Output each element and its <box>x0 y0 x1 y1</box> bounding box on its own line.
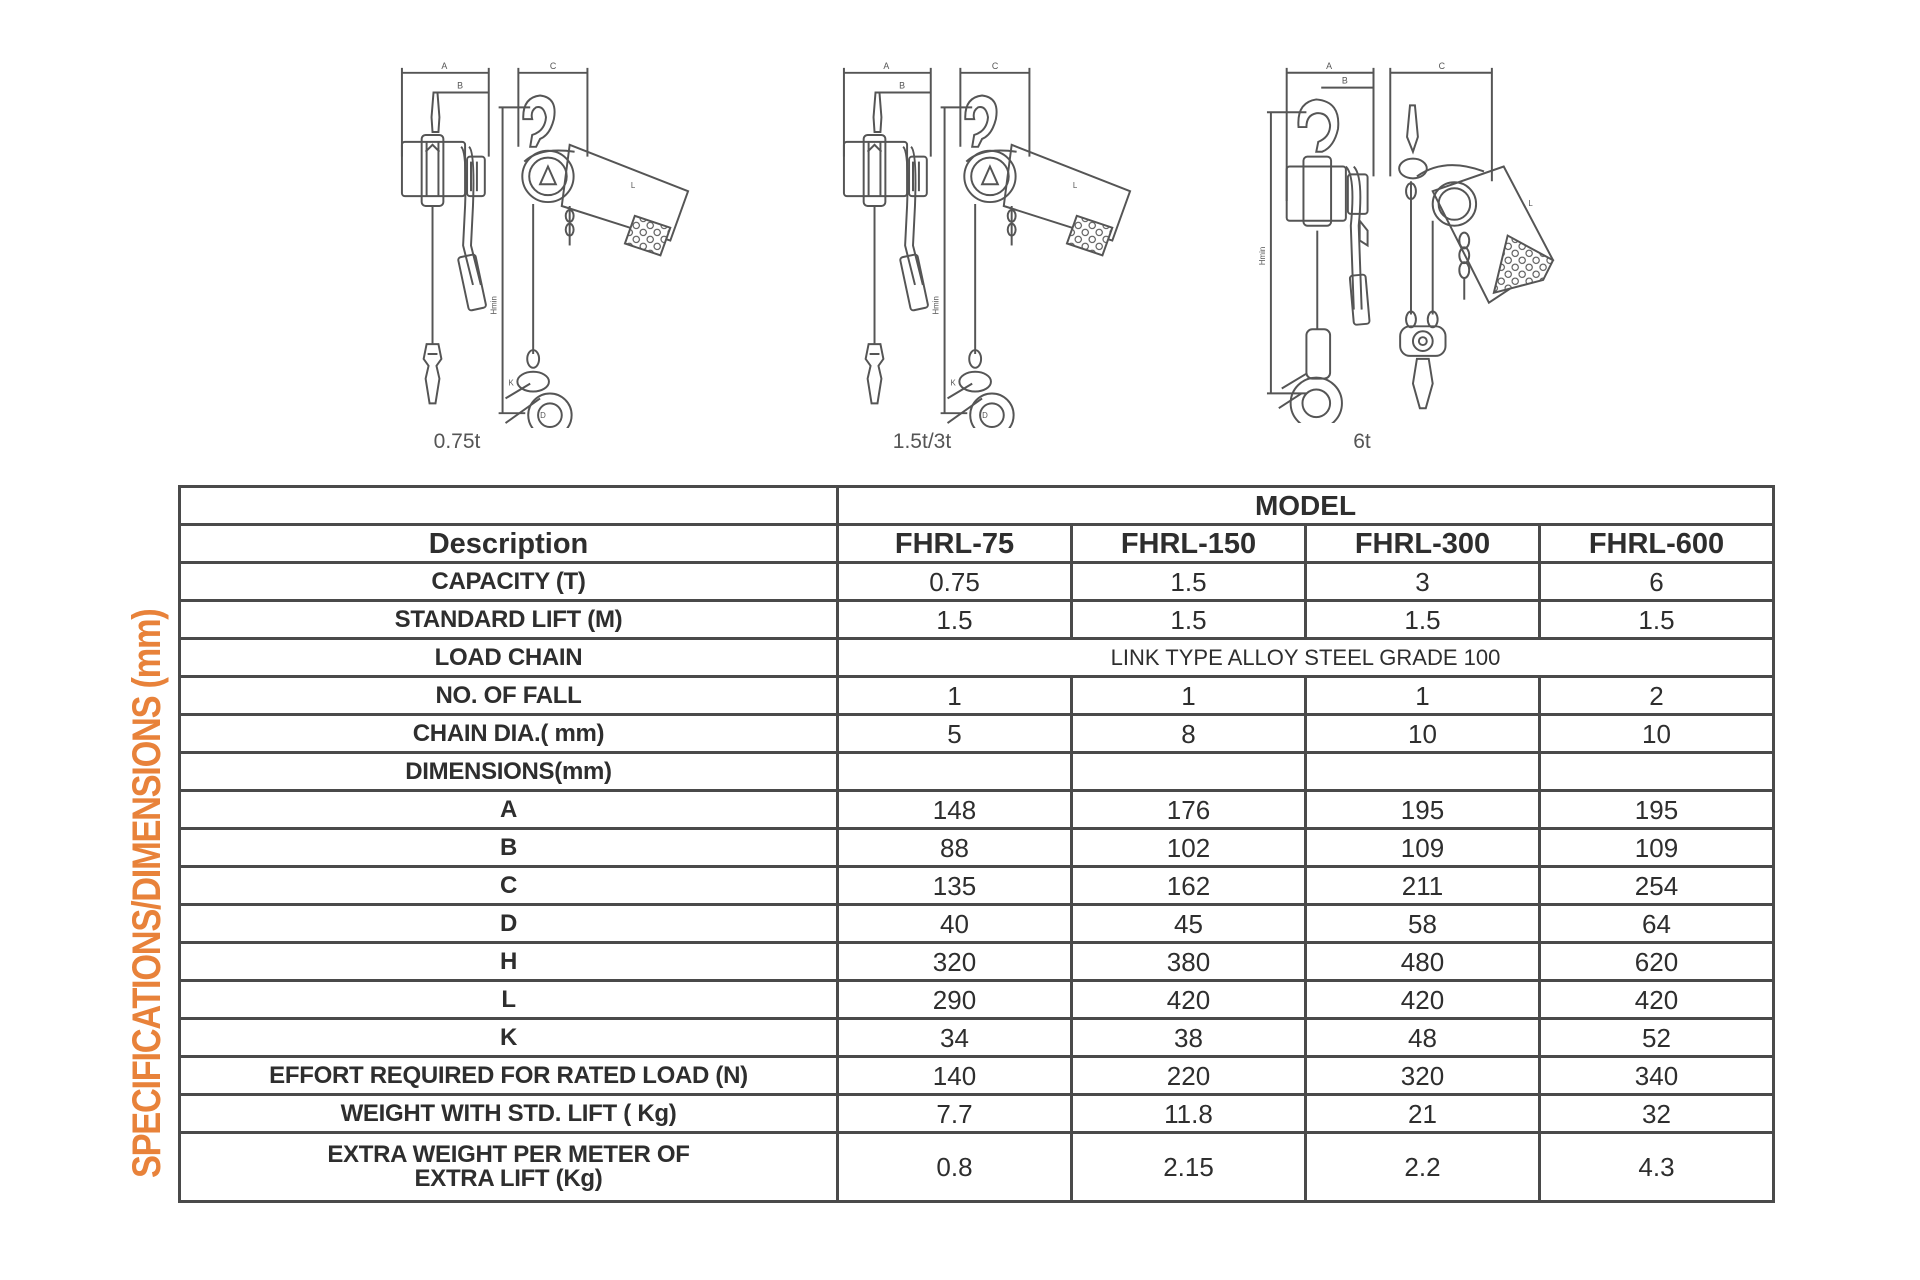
cell-value: 620 <box>1540 943 1774 981</box>
cell-value: 380 <box>1072 943 1306 981</box>
cell-value: 148 <box>838 791 1072 829</box>
row-label: EFFORT REQUIRED FOR RATED LOAD (N) <box>180 1057 838 1095</box>
model-name-fhrl-600: FHRL-600 <box>1540 525 1774 563</box>
cell-value: 5 <box>838 715 1072 753</box>
hoist-drawing-15t-3t <box>822 58 1152 428</box>
hoist-drawing-075t <box>380 58 710 428</box>
cell-value: 4.3 <box>1540 1133 1774 1202</box>
cell-value: 34 <box>838 1019 1072 1057</box>
table-row-load-chain <box>180 639 1774 677</box>
load-chain-value: LINK TYPE ALLOY STEEL GRADE 100 <box>838 639 1774 677</box>
cell-value: 40 <box>838 905 1072 943</box>
row-label: L <box>180 981 838 1019</box>
table-row-effort <box>180 1057 1774 1095</box>
drawing-label-6t: 6t <box>1353 430 1371 453</box>
cell-value: 11.8 <box>1072 1095 1306 1133</box>
cell-value: 7.7 <box>838 1095 1072 1133</box>
drawing-label-15t-3t: 1.5t/3t <box>892 430 952 453</box>
cell-value: 195 <box>1540 791 1774 829</box>
model-name-fhrl-150: FHRL-150 <box>1072 525 1306 563</box>
cell-value <box>1306 753 1540 791</box>
row-label: B <box>180 829 838 867</box>
row-label: LOAD CHAIN <box>180 639 838 677</box>
model-name-fhrl-300: FHRL-300 <box>1306 525 1540 563</box>
description-header: Description <box>180 525 838 563</box>
cell-value: 6 <box>1540 563 1774 601</box>
cell-value: 58 <box>1306 905 1540 943</box>
cell-value: 340 <box>1540 1057 1774 1095</box>
table-row-no-of-fall <box>180 677 1774 715</box>
cell-value: 3 <box>1306 563 1540 601</box>
row-label: NO. OF FALL <box>180 677 838 715</box>
cell-value: 8 <box>1072 715 1306 753</box>
cell-value: 1.5 <box>1540 601 1774 639</box>
cell-value: 88 <box>838 829 1072 867</box>
row-label: D <box>180 905 838 943</box>
cell-value: 135 <box>838 867 1072 905</box>
cell-value: 162 <box>1072 867 1306 905</box>
cell-value: 254 <box>1540 867 1774 905</box>
cell-value: 1.5 <box>1072 563 1306 601</box>
cell-value: 109 <box>1306 829 1540 867</box>
cell-value <box>838 753 1072 791</box>
cell-value: 211 <box>1306 867 1540 905</box>
row-label: H <box>180 943 838 981</box>
cell-value: 52 <box>1540 1019 1774 1057</box>
table-row-dim-h <box>180 943 1774 981</box>
cell-value: 320 <box>1306 1057 1540 1095</box>
cell-value: 1.5 <box>838 601 1072 639</box>
table-row-dim-l <box>180 981 1774 1019</box>
drawing-label-075t: 0.75t <box>433 430 481 453</box>
cell-value <box>1540 753 1774 791</box>
cell-value: 290 <box>838 981 1072 1019</box>
cell-value <box>1072 753 1306 791</box>
table-row-weight <box>180 1095 1774 1133</box>
cell-value: 320 <box>838 943 1072 981</box>
cell-value: 38 <box>1072 1019 1306 1057</box>
table-row-model <box>180 487 1774 525</box>
cell-value: 45 <box>1072 905 1306 943</box>
cell-value: 420 <box>1072 981 1306 1019</box>
cell-value: 176 <box>1072 791 1306 829</box>
cell-value: 140 <box>838 1057 1072 1095</box>
cell-value: 420 <box>1306 981 1540 1019</box>
row-label: CHAIN DIA.( mm) <box>180 715 838 753</box>
cell-value: 1 <box>1306 677 1540 715</box>
row-label: CAPACITY (T) <box>180 563 838 601</box>
cell-value: 2.15 <box>1072 1133 1306 1202</box>
table-row-dim-b <box>180 829 1774 867</box>
specifications-table <box>178 485 1775 1203</box>
table-row-header <box>180 525 1774 563</box>
cell-value: 64 <box>1540 905 1774 943</box>
table-row-chain-dia <box>180 715 1774 753</box>
cell-value: 21 <box>1306 1095 1540 1133</box>
cell-value: 1.5 <box>1306 601 1540 639</box>
model-name-fhrl-75: FHRL-75 <box>838 525 1072 563</box>
cell-value: 420 <box>1540 981 1774 1019</box>
row-label: C <box>180 867 838 905</box>
cell-value: 1 <box>838 677 1072 715</box>
cell-value: 1.5 <box>1072 601 1306 639</box>
table-row-dim-k <box>180 1019 1774 1057</box>
cell-value: 2 <box>1540 677 1774 715</box>
hoist-drawing-6t <box>1225 58 1595 423</box>
side-title-specifications: SPECIFICATIONS/DIMENSIONS (mm) <box>125 609 169 1178</box>
model-header: MODEL <box>838 487 1774 525</box>
row-label: A <box>180 791 838 829</box>
table-row-standard-lift <box>180 601 1774 639</box>
table-row-dim-a <box>180 791 1774 829</box>
row-label-line2: EXTRA LIFT (Kg) <box>414 1165 603 1192</box>
cell-value: 2.2 <box>1306 1133 1540 1202</box>
empty-header-cell <box>180 487 838 525</box>
table-row-extra-weight <box>180 1133 1774 1202</box>
row-label: DIMENSIONS(mm) <box>180 753 838 791</box>
cell-value: 102 <box>1072 829 1306 867</box>
table-row-dim-d <box>180 905 1774 943</box>
row-label: STANDARD LIFT (M) <box>180 601 838 639</box>
cell-value: 10 <box>1540 715 1774 753</box>
row-label-line1: EXTRA WEIGHT PER METER OF <box>327 1141 690 1168</box>
table-row-capacity <box>180 563 1774 601</box>
table-row-dimensions <box>180 753 1774 791</box>
cell-value: 195 <box>1306 791 1540 829</box>
cell-value: 109 <box>1540 829 1774 867</box>
cell-value: 0.8 <box>838 1133 1072 1202</box>
row-label: K <box>180 1019 838 1057</box>
row-label: WEIGHT WITH STD. LIFT ( Kg) <box>180 1095 838 1133</box>
row-label <box>180 1133 838 1202</box>
cell-value: 220 <box>1072 1057 1306 1095</box>
cell-value: 480 <box>1306 943 1540 981</box>
cell-value: 1 <box>1072 677 1306 715</box>
cell-value: 0.75 <box>838 563 1072 601</box>
cell-value: 48 <box>1306 1019 1540 1057</box>
cell-value: 32 <box>1540 1095 1774 1133</box>
cell-value: 10 <box>1306 715 1540 753</box>
table-row-dim-c <box>180 867 1774 905</box>
